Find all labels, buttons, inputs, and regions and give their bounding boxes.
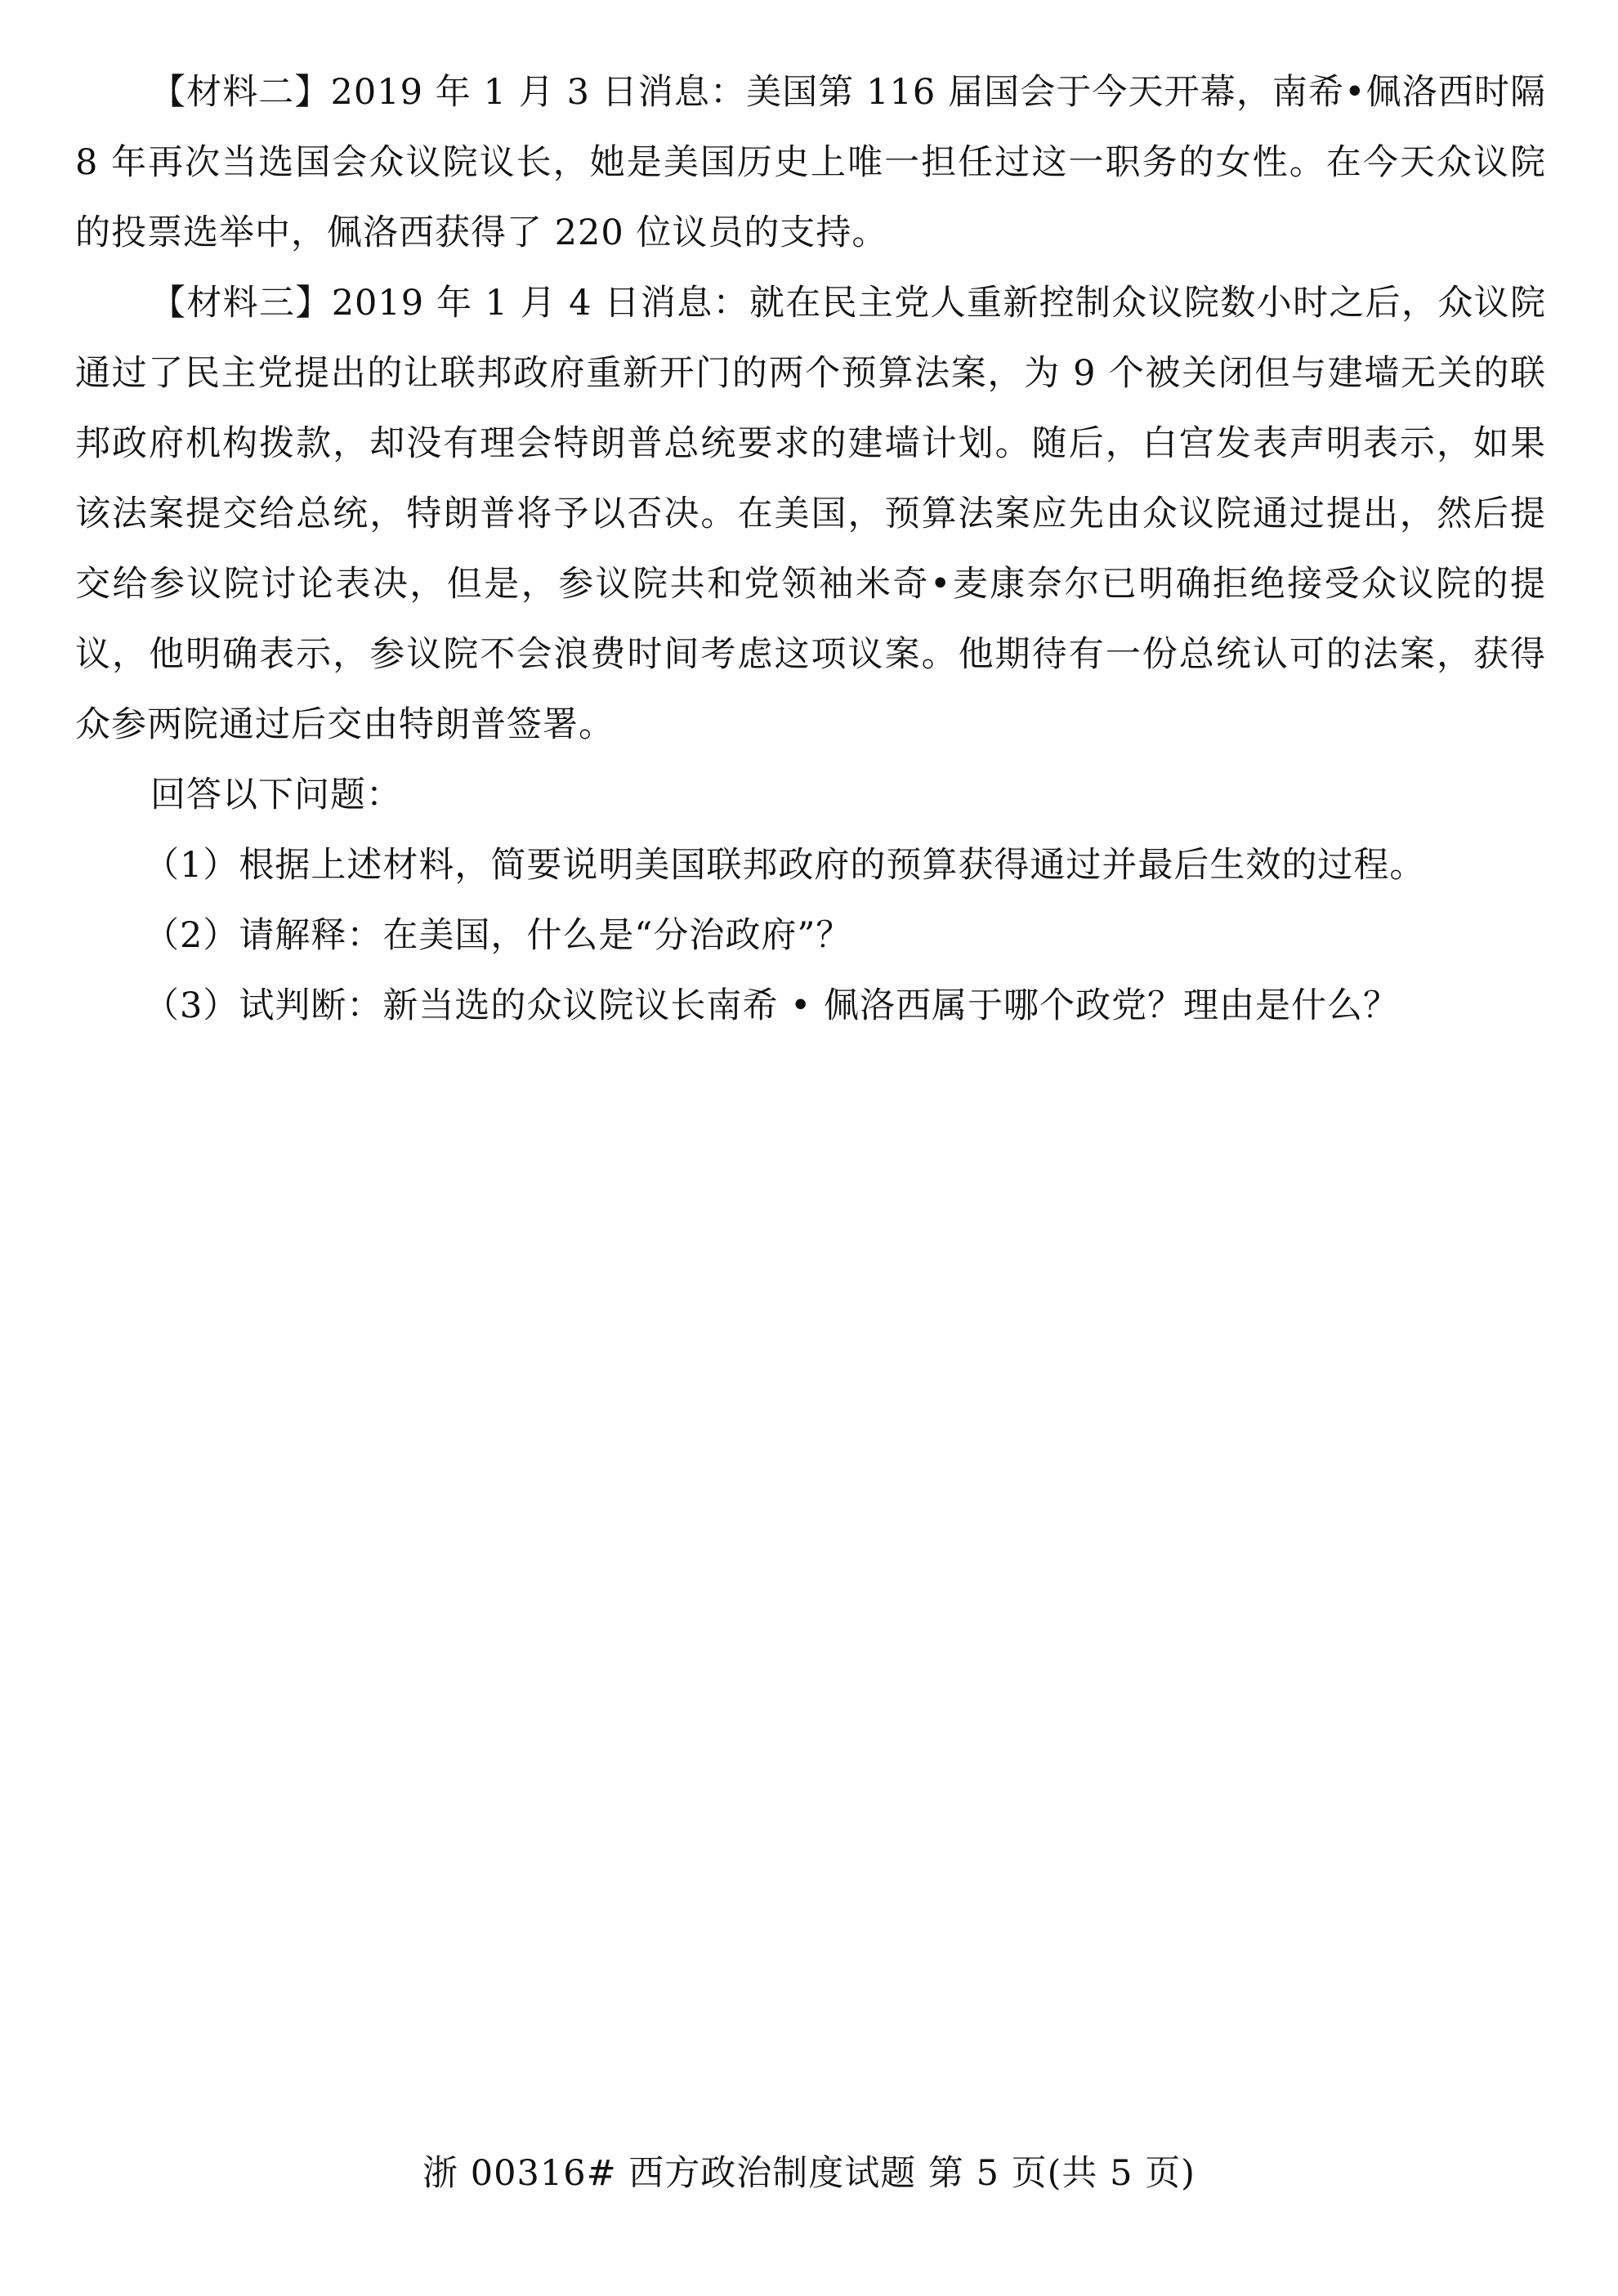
material-3-paragraph: 【材料三】2019 年 1 月 4 日消息：就在民主党人重新控制众议院数小时之后，众议院通过了民主党提出的让联邦政府重新开门的两个预算法案，为 9 个被关闭但与建墙无关的联邦政府机构拨款，却没有理会特朗普总统要求的建墙计划。随后，白宫发表声明表示，如果该法案提交给总统，特朗普将予以否决。在美国，预算法案应先由众议院通过提出，然后提交给参议院讨论表决，但是，参议院共和党领袖米奇•麦康奈尔已明确拒绝接受众议院的提议，他明确表示，参议院不会浪费时间考虑这项议案。他期待有一份总统认可的法案，获得众参两院通过后交由特朗普签署。 xyxy=(75,283,1546,745)
material-2-paragraph: 【材料二】2019 年 1 月 3 日消息：美国第 116 届国会于今天开幕，南希•佩洛西时隔 8 年再次当选国会众议院议长，她是美国历史上唯一担任过这一职务的女性。在今天众议院的投票选举中，佩洛西获得了 220 位议员的支持。 xyxy=(75,72,1546,253)
question-3: （3）试判断：新当选的众议院议长南希 • 佩洛西属于哪个政党？理由是什么？ xyxy=(144,985,1400,1026)
question-2: （2）请解释：在美国，什么是“分治政府”？ xyxy=(144,915,852,956)
question-1: （1）根据上述材料，简要说明美国联邦政府的预算获得通过并最后生效的过程。 xyxy=(144,845,1426,886)
exam-page-content xyxy=(75,57,1546,1041)
answer-prompt: 回答以下问题： xyxy=(150,775,402,815)
page-footer: 浙 00316# 西方政治制度试题 第 5 页(共 5 页) xyxy=(422,2153,1196,2194)
